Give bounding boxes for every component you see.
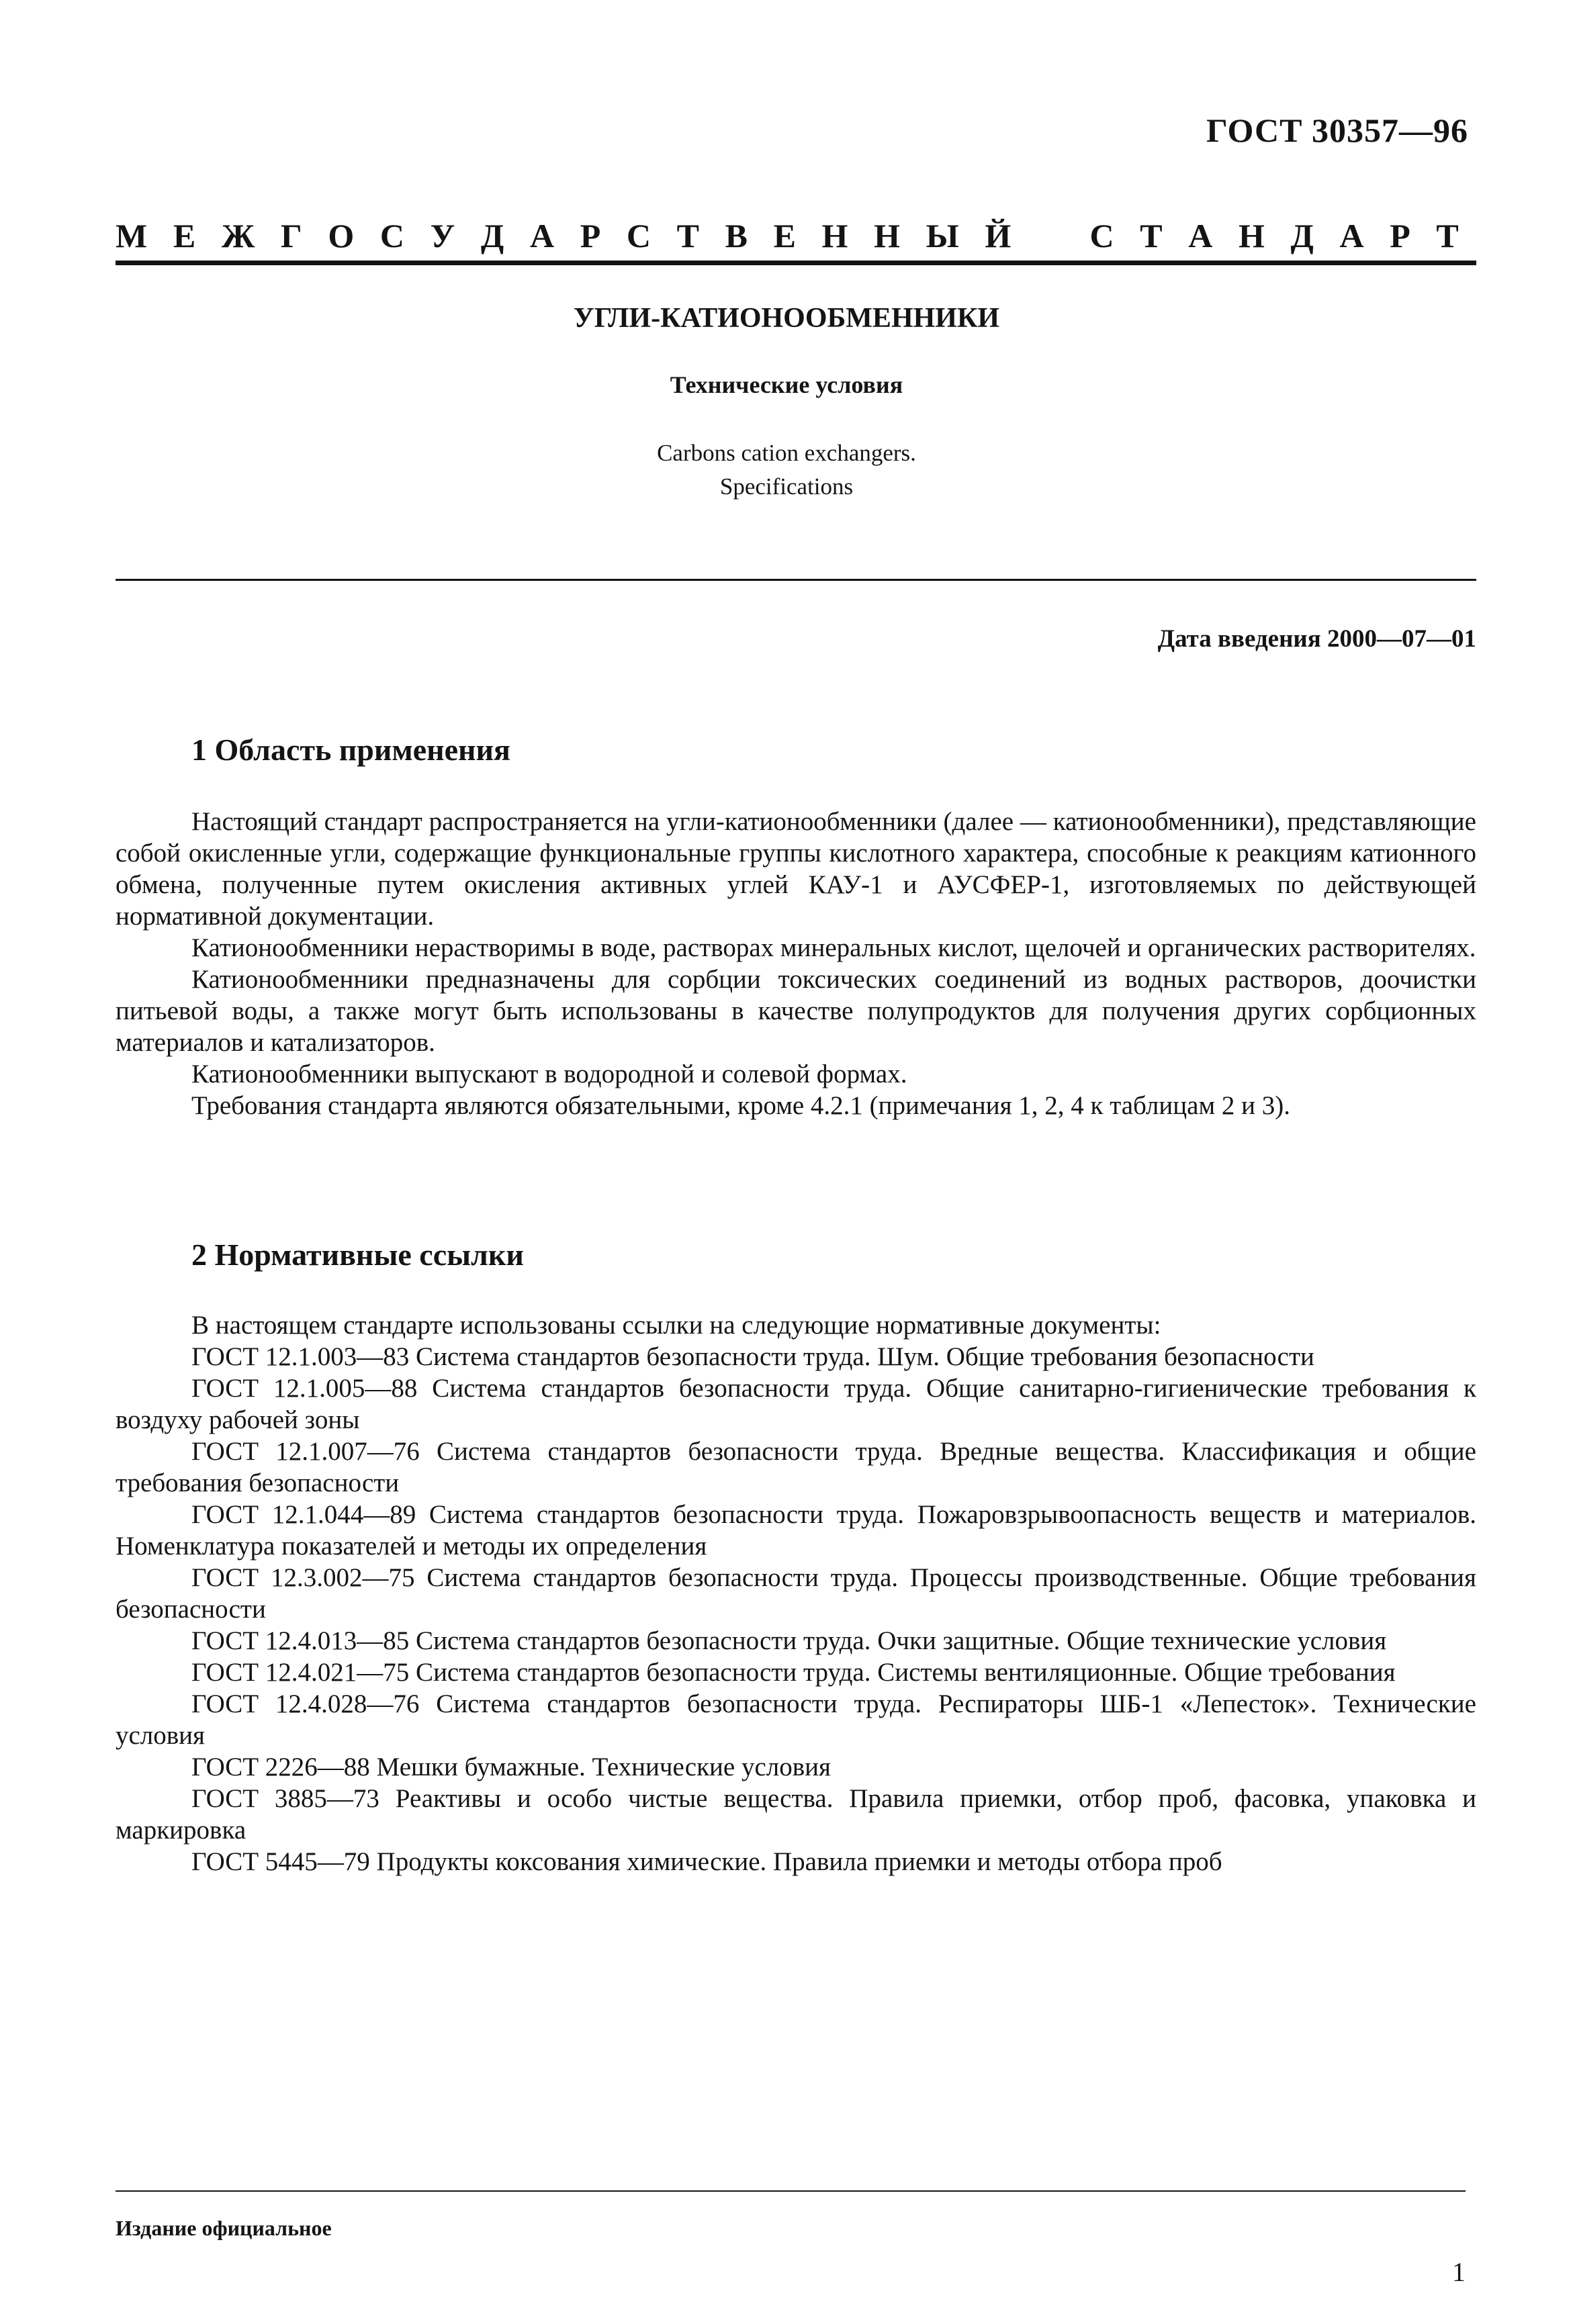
letter: Т xyxy=(1140,217,1163,254)
letter: Р xyxy=(1390,217,1410,254)
introduction-date: Дата введения 2000—07—01 xyxy=(1157,625,1476,653)
letter: Н xyxy=(874,217,900,254)
reference-item: ГОСТ 12.1.005—88 Система стандартов безопасности труда. Общие санитарно-гигиенические требования к воздуху рабочей зоны xyxy=(116,1374,1476,1434)
letter: Т xyxy=(676,217,699,254)
letter: Е xyxy=(773,217,796,254)
paragraph: Катионообменники выпускают в водородной и солевой формах. xyxy=(191,1060,907,1088)
reference-item: ГОСТ 12.4.028—76 Система стандартов безопасности труда. Респираторы ШБ-1 «Лепесток». Технические условия xyxy=(116,1689,1476,1750)
reference-item: ГОСТ 12.1.044—89 Система стандартов безопасности труда. Пожаровзрывоопасность веществ и материалов. Номенклатура показателей и методы их определения xyxy=(116,1500,1476,1561)
section-2-body xyxy=(116,1309,1476,1877)
letter: Д xyxy=(1290,217,1314,254)
section-1-body xyxy=(116,806,1476,1121)
title-divider xyxy=(116,579,1476,581)
reference-item: ГОСТ 2226—88 Мешки бумажные. Технические условия xyxy=(191,1753,831,1781)
word-gap xyxy=(1037,216,1064,255)
document-code: ГОСТ 30357—96 xyxy=(1206,111,1468,149)
reference-item: ГОСТ 12.4.013—85 Система стандартов безопасности труда. Очки защитные. Общие технические условия xyxy=(191,1626,1387,1655)
reference-item: ГОСТ 5445—79 Продукты коксования химические. Правила приемки и методы отбора проб xyxy=(191,1847,1222,1876)
letter: Е xyxy=(173,217,196,254)
letter: Р xyxy=(580,217,601,254)
english-title-line-1: Carbons cation exchangers. xyxy=(657,440,916,466)
letter: А xyxy=(529,217,555,254)
letter: С xyxy=(626,217,651,254)
letter: Й xyxy=(985,217,1012,254)
reference-item: ГОСТ 12.1.003—83 Система стандартов безопасности труда. Шум. Общие требования безопасности xyxy=(191,1342,1314,1371)
paragraph: Настоящий стандарт распространяется на угли-катионообменники (далее — катионообменники), представляющие собой окисленные угли, содержащие функциональные группы кислотного характера, способные к реакциям катионного обмена, полученные путем окисления активных углей КАУ-1 и АУСФЕР-1, изготовляемых по действующей нормативной документации. xyxy=(116,807,1476,931)
letter: В xyxy=(725,217,748,254)
reference-item: ГОСТ 3885—73 Реактивы и особо чистые вещества. Правила приемки, отбор проб, фасовка, упаковка и маркировка xyxy=(116,1784,1476,1845)
paragraph: Катионообменники предназначены для сорбции токсических соединений из водных растворов, доочистки питьевой воды, а также могут быть использованы в качестве полупродуктов для получения других сорбционных материалов и катализаторов. xyxy=(116,965,1476,1057)
footer-divider xyxy=(116,2190,1466,2192)
document-subtitle: Технические условия xyxy=(670,371,903,398)
reference-item: ГОСТ 12.3.002—75 Система стандартов безопасности труда. Процессы производственные. Общие требования безопасности xyxy=(116,1563,1476,1624)
paragraph: Требования стандарта являются обязательными, кроме 4.2.1 (примечания 1, 2, 4 к таблицам 2 и 3). xyxy=(191,1091,1290,1120)
letter: С xyxy=(1089,217,1114,254)
english-title xyxy=(0,436,1573,504)
section-1-heading: 1 Область применения xyxy=(191,733,510,767)
page-number: 1 xyxy=(1452,2257,1466,2287)
letter: Ы xyxy=(926,217,959,254)
document-title: УГЛИ-КАТИОНООБМЕННИКИ xyxy=(573,303,1000,334)
paragraph: В настоящем стандарте использованы ссылки на следующие нормативные документы: xyxy=(191,1311,1161,1340)
standard-type-heading xyxy=(116,216,1459,255)
letter: У xyxy=(430,217,455,254)
letter: А xyxy=(1339,217,1364,254)
letter: Ж xyxy=(221,217,255,254)
letter: Г xyxy=(280,217,302,254)
english-title-line-2: Specifications xyxy=(719,473,854,500)
section-2-heading: 2 Нормативные ссылки xyxy=(191,1238,524,1272)
letter: О xyxy=(328,217,355,254)
letter: Н xyxy=(821,217,848,254)
paragraph: Катионообменники нерастворимы в воде, растворах минеральных кислот, щелочей и органических растворителях. xyxy=(191,933,1476,962)
letter: Д xyxy=(480,217,504,254)
letter: А xyxy=(1188,217,1213,254)
header-divider xyxy=(116,261,1476,265)
letter: Т xyxy=(1436,217,1459,254)
letter: Н xyxy=(1238,217,1265,254)
reference-item: ГОСТ 12.4.021—75 Система стандартов безопасности труда. Системы вентиляционные. Общие требования xyxy=(191,1658,1396,1687)
reference-item: ГОСТ 12.1.007—76 Система стандартов безопасности труда. Вредные вещества. Классификация и общие требования безопасности xyxy=(116,1437,1476,1497)
letter: С xyxy=(379,217,404,254)
letter: М xyxy=(116,217,148,254)
edition-note: Издание официальное xyxy=(116,2216,332,2240)
